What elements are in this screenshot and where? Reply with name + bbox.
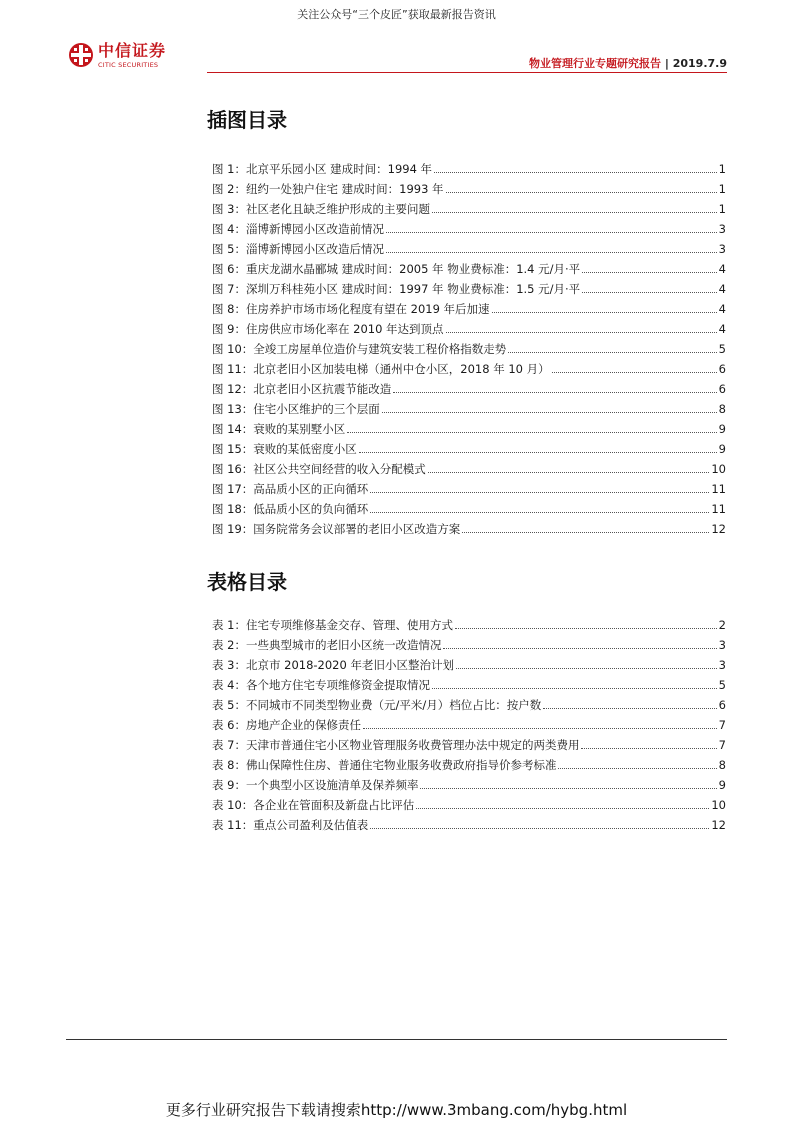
toc-entry-label: 表 5：不同城市不同类型物业费（元/平米/月）档位占比：按户数 <box>212 698 542 712</box>
toc-entry[interactable] <box>212 236 726 256</box>
toc-leader-dots <box>581 748 716 749</box>
toc-entry[interactable] <box>212 476 726 496</box>
toc-entry-label: 图 13：住宅小区维护的三个层面 <box>212 402 380 416</box>
toc-entry-page: 1 <box>718 182 726 196</box>
toc-entry-label: 表 2：一些典型城市的老旧小区统一改造情况 <box>212 638 442 652</box>
toc-leader-dots <box>455 628 717 629</box>
toc-entry-page: 7 <box>718 718 726 732</box>
toc-entry-label: 图 12：北京老旧小区抗震节能改造 <box>212 382 392 396</box>
toc-entry[interactable] <box>212 176 726 196</box>
report-header <box>529 55 727 71</box>
toc-entry-page: 6 <box>718 698 726 712</box>
footer-rule <box>66 1039 727 1040</box>
toc-leader-dots <box>432 688 717 689</box>
toc-entry-page: 5 <box>718 678 726 692</box>
toc-entry-label: 图 4：淄博新博园小区改造前情况 <box>212 222 384 236</box>
toc-entry-label: 图 8：住房养护市场市场化程度有望在 2019 年后加速 <box>212 302 490 316</box>
toc-entry[interactable] <box>212 516 726 536</box>
tables-toc-list <box>212 612 726 832</box>
toc-entry-label: 表 10：各企业在管面积及新盘占比评估 <box>212 798 415 812</box>
toc-leader-dots <box>492 312 717 313</box>
toc-leader-dots <box>370 492 709 493</box>
toc-entry-label: 图 14：衰败的某别墅小区 <box>212 422 346 436</box>
toc-entry-page: 3 <box>718 658 726 672</box>
toc-entry[interactable] <box>212 732 726 752</box>
toc-entry-label: 表 4：各个地方住宅专项维修资金提取情况 <box>212 678 430 692</box>
toc-leader-dots <box>386 232 717 233</box>
toc-leader-dots <box>416 808 709 809</box>
toc-leader-dots <box>386 252 717 253</box>
toc-entry-label: 表 11：重点公司盈利及估值表 <box>212 818 369 832</box>
toc-leader-dots <box>428 472 710 473</box>
toc-entry[interactable] <box>212 652 726 672</box>
toc-entry-page: 2 <box>718 618 726 632</box>
toc-entry[interactable] <box>212 436 726 456</box>
toc-entry-page: 8 <box>718 758 726 772</box>
toc-leader-dots <box>552 372 717 373</box>
toc-entry[interactable] <box>212 376 726 396</box>
toc-entry[interactable] <box>212 672 726 692</box>
toc-entry-page: 4 <box>718 302 726 316</box>
tables-toc-title: 表格目录 <box>207 570 287 594</box>
toc-entry-label: 图 6：重庆龙湖水晶郦城 建成时间：2005 年 物业费标准：1.4 元/月·平 <box>212 262 581 276</box>
toc-entry[interactable] <box>212 196 726 216</box>
toc-entry-label: 图 17：高品质小区的正向循环 <box>212 482 369 496</box>
toc-entry-label: 表 7：天津市普通住宅小区物业管理服务收费管理办法中规定的两类费用 <box>212 738 580 752</box>
toc-entry[interactable] <box>212 356 726 376</box>
toc-leader-dots <box>446 192 717 193</box>
toc-entry-page: 11 <box>711 482 726 496</box>
toc-entry-label: 图 9：住房供应市场化率在 2010 年达到顶点 <box>212 322 444 336</box>
toc-entry-page: 10 <box>711 462 726 476</box>
toc-entry-label: 表 8：佛山保障性住房、普通住宅物业服务收费政府指导价参考标准 <box>212 758 557 772</box>
toc-entry-page: 11 <box>711 502 726 516</box>
toc-entry-page: 9 <box>718 442 726 456</box>
toc-leader-dots <box>393 392 716 393</box>
toc-entry[interactable] <box>212 416 726 436</box>
toc-entry[interactable] <box>212 216 726 236</box>
toc-entry[interactable] <box>212 496 726 516</box>
footer-link-text: 更多行业研究报告下载请搜索http://www.3mbang.com/hybg.html <box>165 1101 628 1119</box>
toc-leader-dots <box>359 452 717 453</box>
toc-leader-dots <box>434 172 717 173</box>
logo-text-en: CITIC SECURITIES <box>98 61 159 69</box>
header-rule <box>207 72 727 73</box>
toc-entry-label: 图 7：深圳万科桂苑小区 建成时间：1997 年 物业费标准：1.5 元/月·平 <box>212 282 581 296</box>
citic-logo <box>68 42 178 72</box>
toc-leader-dots <box>370 512 709 513</box>
toc-leader-dots <box>582 272 716 273</box>
toc-leader-dots <box>446 332 717 333</box>
toc-leader-dots <box>558 768 716 769</box>
toc-entry[interactable] <box>212 772 726 792</box>
toc-entry[interactable] <box>212 336 726 356</box>
toc-entry-page: 4 <box>718 282 726 296</box>
figures-toc-list <box>212 156 726 536</box>
report-title: 物业管理行业专题研究报告 <box>529 57 661 70</box>
toc-leader-dots <box>462 532 709 533</box>
toc-entry[interactable] <box>212 792 726 812</box>
toc-entry-page: 12 <box>711 818 726 832</box>
toc-entry[interactable] <box>212 712 726 732</box>
toc-entry-page: 8 <box>718 402 726 416</box>
toc-entry[interactable] <box>212 296 726 316</box>
toc-entry[interactable] <box>212 316 726 336</box>
figures-toc-title: 插图目录 <box>207 108 287 132</box>
toc-entry-label: 图 15：衰败的某低密度小区 <box>212 442 357 456</box>
toc-entry-label: 表 1：住宅专项维修基金交存、管理、使用方式 <box>212 618 453 632</box>
toc-entry-label: 图 16：社区公共空间经营的收入分配模式 <box>212 462 426 476</box>
toc-entry[interactable] <box>212 256 726 276</box>
toc-entry-page: 1 <box>718 162 726 176</box>
toc-entry[interactable] <box>212 752 726 772</box>
toc-leader-dots <box>370 828 709 829</box>
toc-leader-dots <box>347 432 716 433</box>
top-note: 关注公众号“三个皮匠”获取最新报告资讯 <box>297 8 496 21</box>
toc-entry-page: 5 <box>718 342 726 356</box>
toc-entry[interactable] <box>212 156 726 176</box>
toc-entry-label: 图 3：社区老化且缺乏维护形成的主要问题 <box>212 202 430 216</box>
toc-entry-page: 3 <box>718 222 726 236</box>
toc-entry-label: 图 2：纽约一处独户住宅 建成时间：1993 年 <box>212 182 444 196</box>
toc-entry[interactable] <box>212 812 726 832</box>
toc-entry-page: 6 <box>718 362 726 376</box>
toc-entry[interactable] <box>212 632 726 652</box>
report-date: 2019.7.9 <box>672 57 727 70</box>
toc-entry-label: 图 10：全竣工房屋单位造价与建筑安装工程价格指数走势 <box>212 342 507 356</box>
toc-leader-dots <box>382 412 717 413</box>
toc-entry[interactable] <box>212 276 726 296</box>
toc-entry-page: 7 <box>718 738 726 752</box>
toc-leader-dots <box>543 708 716 709</box>
toc-entry-label: 图 19：国务院常务会议部署的老旧小区改造方案 <box>212 522 461 536</box>
toc-leader-dots <box>456 668 717 669</box>
toc-entry-page: 4 <box>718 262 726 276</box>
toc-entry-page: 1 <box>718 202 726 216</box>
toc-entry-label: 图 11：北京老旧小区加装电梯（通州中仓小区，2018 年 10 月） <box>212 362 550 376</box>
toc-entry-page: 9 <box>718 422 726 436</box>
toc-entry-label: 表 9：一个典型小区设施清单及保养频率 <box>212 778 419 792</box>
toc-leader-dots <box>508 352 716 353</box>
toc-entry-page: 4 <box>718 322 726 336</box>
header-separator: | <box>664 57 669 70</box>
toc-entry-label: 图 18：低品质小区的负向循环 <box>212 502 369 516</box>
toc-entry[interactable] <box>212 456 726 476</box>
toc-entry-page: 6 <box>718 382 726 396</box>
toc-entry[interactable] <box>212 612 726 632</box>
toc-leader-dots <box>363 728 717 729</box>
toc-entry-page: 10 <box>711 798 726 812</box>
toc-leader-dots <box>582 292 716 293</box>
toc-entry-page: 9 <box>718 778 726 792</box>
toc-entry-label: 图 1：北京平乐园小区 建成时间：1994 年 <box>212 162 433 176</box>
toc-entry-page: 3 <box>718 242 726 256</box>
toc-entry-page: 3 <box>718 638 726 652</box>
toc-entry-label: 图 5：淄博新博园小区改造后情况 <box>212 242 384 256</box>
toc-entry-label: 表 6：房地产企业的保修责任 <box>212 718 361 732</box>
toc-entry-page: 12 <box>711 522 726 536</box>
toc-leader-dots <box>443 648 716 649</box>
logo-text-cn: 中信证券 <box>98 41 167 60</box>
toc-entry-label: 表 3：北京市 2018-2020 年老旧小区整治计划 <box>212 658 454 672</box>
citic-logo-icon <box>68 42 94 68</box>
toc-entry[interactable] <box>212 692 726 712</box>
toc-leader-dots <box>432 212 717 213</box>
toc-leader-dots <box>420 788 716 789</box>
toc-entry[interactable] <box>212 396 726 416</box>
